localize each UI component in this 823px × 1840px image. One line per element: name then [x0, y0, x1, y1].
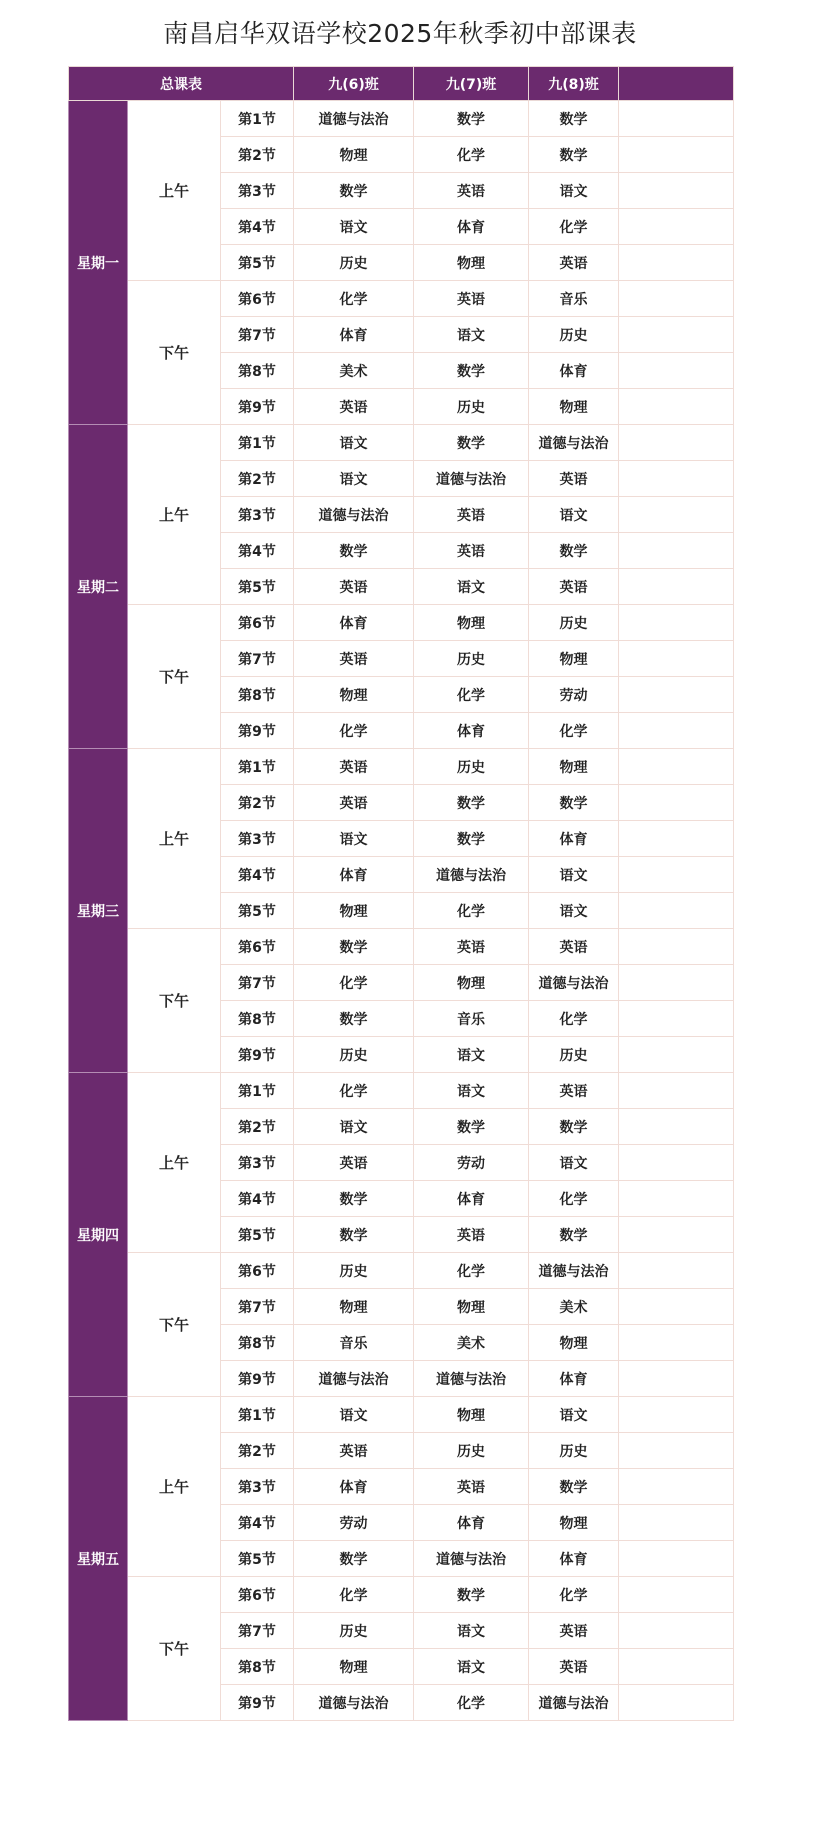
subject-cell: 语文: [294, 209, 414, 245]
period-label: 第8节: [221, 353, 294, 389]
subject-cell: [619, 1685, 734, 1721]
half-day-label: 下午: [128, 605, 221, 749]
subject-cell: 化学: [414, 137, 529, 173]
half-day-label: 上午: [128, 749, 221, 929]
subject-cell: 数学: [529, 137, 619, 173]
period-label: 第9节: [221, 389, 294, 425]
subject-cell: 美术: [529, 1289, 619, 1325]
half-day-label: 下午: [128, 929, 221, 1073]
subject-cell: 道德与法治: [529, 1685, 619, 1721]
subject-cell: 道德与法治: [414, 857, 529, 893]
subject-cell: 英语: [529, 461, 619, 497]
subject-cell: 英语: [294, 1433, 414, 1469]
subject-cell: 体育: [414, 713, 529, 749]
schedule-row: [69, 749, 734, 785]
subject-cell: [619, 569, 734, 605]
half-day-label: 上午: [128, 1397, 221, 1577]
subject-cell: 数学: [414, 821, 529, 857]
subject-cell: 道德与法治: [414, 1541, 529, 1577]
period-label: 第7节: [221, 641, 294, 677]
subject-cell: 物理: [294, 137, 414, 173]
subject-cell: 英语: [294, 1145, 414, 1181]
subject-cell: 语文: [294, 461, 414, 497]
subject-cell: [619, 1073, 734, 1109]
subject-cell: 历史: [529, 317, 619, 353]
subject-cell: 语文: [414, 1037, 529, 1073]
subject-cell: [619, 1001, 734, 1037]
subject-cell: 数学: [529, 1469, 619, 1505]
subject-cell: 英语: [414, 497, 529, 533]
half-day-label: 上午: [128, 1073, 221, 1253]
subject-cell: [619, 1505, 734, 1541]
subject-cell: [619, 605, 734, 641]
subject-cell: 劳动: [529, 677, 619, 713]
subject-cell: [619, 1541, 734, 1577]
subject-cell: 语文: [414, 1649, 529, 1685]
period-label: 第2节: [221, 1433, 294, 1469]
corner-header: 总课表: [69, 67, 294, 101]
period-label: 第4节: [221, 1505, 294, 1541]
subject-cell: 道德与法治: [294, 101, 414, 137]
subject-cell: 体育: [529, 1541, 619, 1577]
subject-cell: 语文: [529, 857, 619, 893]
subject-cell: 音乐: [529, 281, 619, 317]
subject-cell: [619, 1397, 734, 1433]
period-label: 第4节: [221, 857, 294, 893]
subject-cell: 语文: [414, 1613, 529, 1649]
period-label: 第6节: [221, 605, 294, 641]
subject-cell: [619, 1289, 734, 1325]
subject-cell: 数学: [294, 929, 414, 965]
schedule-row: [69, 101, 734, 137]
subject-cell: 道德与法治: [294, 497, 414, 533]
subject-cell: 语文: [294, 821, 414, 857]
schedule-row: [69, 929, 734, 965]
period-label: 第3节: [221, 821, 294, 857]
subject-cell: 数学: [414, 1577, 529, 1613]
subject-cell: 语文: [294, 1397, 414, 1433]
subject-cell: 英语: [294, 785, 414, 821]
subject-cell: 英语: [414, 929, 529, 965]
half-day-label: 上午: [128, 425, 221, 605]
subject-cell: [619, 857, 734, 893]
period-label: 第3节: [221, 1145, 294, 1181]
subject-cell: [619, 893, 734, 929]
schedule-row: [69, 1397, 734, 1433]
subject-cell: 英语: [529, 1073, 619, 1109]
day-label: 星期五: [69, 1397, 128, 1721]
subject-cell: 美术: [294, 353, 414, 389]
schedule-row: [69, 281, 734, 317]
subject-cell: 道德与法治: [414, 1361, 529, 1397]
subject-cell: 英语: [529, 245, 619, 281]
subject-cell: 英语: [294, 641, 414, 677]
subject-cell: 物理: [529, 389, 619, 425]
period-label: 第9节: [221, 713, 294, 749]
subject-cell: 化学: [529, 1577, 619, 1613]
subject-cell: 历史: [414, 749, 529, 785]
subject-cell: 数学: [529, 533, 619, 569]
timetable: [68, 66, 734, 1721]
period-label: 第8节: [221, 1001, 294, 1037]
class-header: 九(8)班: [529, 67, 619, 101]
subject-cell: 体育: [529, 1361, 619, 1397]
period-label: 第2节: [221, 1109, 294, 1145]
subject-cell: 历史: [529, 1433, 619, 1469]
subject-cell: 数学: [414, 353, 529, 389]
subject-cell: 英语: [294, 389, 414, 425]
subject-cell: 体育: [294, 857, 414, 893]
subject-cell: 化学: [294, 1073, 414, 1109]
subject-cell: 语文: [414, 1073, 529, 1109]
subject-cell: [619, 209, 734, 245]
period-label: 第6节: [221, 281, 294, 317]
subject-cell: 化学: [529, 209, 619, 245]
subject-cell: 英语: [529, 1613, 619, 1649]
subject-cell: 数学: [529, 101, 619, 137]
subject-cell: 语文: [294, 1109, 414, 1145]
period-label: 第2节: [221, 461, 294, 497]
half-day-label: 下午: [128, 281, 221, 425]
period-label: 第1节: [221, 749, 294, 785]
subject-cell: 物理: [414, 965, 529, 1001]
subject-cell: 体育: [414, 209, 529, 245]
subject-cell: 体育: [294, 1469, 414, 1505]
subject-cell: 数学: [414, 425, 529, 461]
subject-cell: 物理: [414, 1289, 529, 1325]
period-label: 第1节: [221, 1397, 294, 1433]
subject-cell: 美术: [414, 1325, 529, 1361]
subject-cell: 化学: [294, 965, 414, 1001]
subject-cell: 化学: [294, 713, 414, 749]
subject-cell: [619, 929, 734, 965]
subject-cell: 英语: [414, 1217, 529, 1253]
period-label: 第3节: [221, 1469, 294, 1505]
subject-cell: 语文: [529, 173, 619, 209]
subject-cell: [619, 137, 734, 173]
subject-cell: [619, 1649, 734, 1685]
subject-cell: 道德与法治: [529, 1253, 619, 1289]
subject-cell: 化学: [529, 1001, 619, 1037]
subject-cell: [619, 461, 734, 497]
period-label: 第2节: [221, 137, 294, 173]
subject-cell: 数学: [414, 101, 529, 137]
subject-cell: 数学: [294, 1001, 414, 1037]
subject-cell: 化学: [294, 1577, 414, 1613]
subject-cell: [619, 965, 734, 1001]
subject-cell: 体育: [414, 1505, 529, 1541]
subject-cell: 音乐: [414, 1001, 529, 1037]
subject-cell: 历史: [414, 389, 529, 425]
subject-cell: 语文: [414, 569, 529, 605]
subject-cell: 英语: [294, 749, 414, 785]
subject-cell: 物理: [294, 893, 414, 929]
subject-cell: 化学: [414, 677, 529, 713]
subject-cell: 历史: [529, 605, 619, 641]
page-title: 南昌启华双语学校2025年秋季初中部课表: [163, 19, 637, 48]
subject-cell: 历史: [414, 1433, 529, 1469]
subject-cell: 语文: [294, 425, 414, 461]
period-label: 第7节: [221, 317, 294, 353]
subject-cell: 物理: [414, 605, 529, 641]
period-label: 第5节: [221, 245, 294, 281]
class-header: [619, 67, 734, 101]
subject-cell: [619, 749, 734, 785]
period-label: 第6节: [221, 929, 294, 965]
subject-cell: [619, 1433, 734, 1469]
subject-cell: [619, 317, 734, 353]
subject-cell: [619, 533, 734, 569]
subject-cell: 数学: [414, 1109, 529, 1145]
subject-cell: 体育: [294, 317, 414, 353]
subject-cell: 数学: [529, 785, 619, 821]
subject-cell: 语文: [529, 1397, 619, 1433]
period-label: 第6节: [221, 1253, 294, 1289]
subject-cell: 数学: [529, 1217, 619, 1253]
subject-cell: [619, 1325, 734, 1361]
schedule-row: [69, 1073, 734, 1109]
period-label: 第7节: [221, 1289, 294, 1325]
class-header: 九(6)班: [294, 67, 414, 101]
subject-cell: 历史: [294, 1253, 414, 1289]
subject-cell: 物理: [529, 1505, 619, 1541]
subject-cell: 道德与法治: [529, 965, 619, 1001]
subject-cell: 语文: [529, 497, 619, 533]
schedule-row: [69, 605, 734, 641]
half-day-label: 下午: [128, 1577, 221, 1721]
subject-cell: 数学: [294, 1217, 414, 1253]
subject-cell: [619, 101, 734, 137]
subject-cell: 道德与法治: [294, 1685, 414, 1721]
subject-cell: 体育: [294, 605, 414, 641]
period-label: 第9节: [221, 1361, 294, 1397]
subject-cell: 数学: [294, 1181, 414, 1217]
subject-cell: 体育: [529, 353, 619, 389]
class-header: 九(7)班: [414, 67, 529, 101]
subject-cell: 数学: [294, 1541, 414, 1577]
subject-cell: 语文: [414, 317, 529, 353]
subject-cell: [619, 497, 734, 533]
half-day-label: 上午: [128, 101, 221, 281]
subject-cell: 物理: [529, 749, 619, 785]
subject-cell: 劳动: [294, 1505, 414, 1541]
subject-cell: 物理: [529, 641, 619, 677]
subject-cell: 化学: [529, 713, 619, 749]
day-label: 星期三: [69, 749, 128, 1073]
header-row: [69, 67, 734, 101]
subject-cell: 道德与法治: [529, 425, 619, 461]
period-label: 第1节: [221, 1073, 294, 1109]
period-label: 第8节: [221, 1325, 294, 1361]
subject-cell: 化学: [414, 893, 529, 929]
period-label: 第2节: [221, 785, 294, 821]
subject-cell: 英语: [529, 569, 619, 605]
schedule-row: [69, 1577, 734, 1613]
subject-cell: 历史: [294, 1613, 414, 1649]
subject-cell: [619, 353, 734, 389]
period-label: 第5节: [221, 1541, 294, 1577]
subject-cell: [619, 677, 734, 713]
subject-cell: [619, 1577, 734, 1613]
day-label: 星期二: [69, 425, 128, 749]
subject-cell: 物理: [294, 1289, 414, 1325]
half-day-label: 下午: [128, 1253, 221, 1397]
period-label: 第5节: [221, 893, 294, 929]
subject-cell: [619, 821, 734, 857]
subject-cell: [619, 281, 734, 317]
subject-cell: [619, 1181, 734, 1217]
subject-cell: 物理: [414, 245, 529, 281]
subject-cell: [619, 245, 734, 281]
period-label: 第1节: [221, 425, 294, 461]
subject-cell: 英语: [529, 929, 619, 965]
subject-cell: [619, 641, 734, 677]
period-label: 第4节: [221, 209, 294, 245]
period-label: 第4节: [221, 1181, 294, 1217]
subject-cell: [619, 425, 734, 461]
subject-cell: 英语: [414, 533, 529, 569]
subject-cell: [619, 1361, 734, 1397]
subject-cell: [619, 1145, 734, 1181]
period-label: 第8节: [221, 677, 294, 713]
period-label: 第5节: [221, 1217, 294, 1253]
subject-cell: 英语: [414, 1469, 529, 1505]
subject-cell: [619, 1613, 734, 1649]
subject-cell: 物理: [294, 1649, 414, 1685]
period-label: 第3节: [221, 173, 294, 209]
subject-cell: [619, 1037, 734, 1073]
subject-cell: 英语: [294, 569, 414, 605]
subject-cell: [619, 713, 734, 749]
subject-cell: [619, 173, 734, 209]
subject-cell: 历史: [294, 245, 414, 281]
subject-cell: 物理: [294, 677, 414, 713]
subject-cell: [619, 785, 734, 821]
day-label: 星期四: [69, 1073, 128, 1397]
period-label: 第4节: [221, 533, 294, 569]
subject-cell: 道德与法治: [414, 461, 529, 497]
period-label: 第3节: [221, 497, 294, 533]
subject-cell: 化学: [414, 1685, 529, 1721]
subject-cell: 劳动: [414, 1145, 529, 1181]
subject-cell: 化学: [414, 1253, 529, 1289]
subject-cell: 英语: [529, 1649, 619, 1685]
subject-cell: 历史: [414, 641, 529, 677]
subject-cell: 英语: [414, 281, 529, 317]
subject-cell: 数学: [294, 533, 414, 569]
subject-cell: 语文: [529, 893, 619, 929]
subject-cell: 化学: [529, 1181, 619, 1217]
day-label: 星期一: [69, 101, 128, 425]
subject-cell: 道德与法治: [294, 1361, 414, 1397]
period-label: 第6节: [221, 1577, 294, 1613]
period-label: 第1节: [221, 101, 294, 137]
subject-cell: 化学: [294, 281, 414, 317]
period-label: 第7节: [221, 1613, 294, 1649]
subject-cell: 英语: [414, 173, 529, 209]
subject-cell: 历史: [529, 1037, 619, 1073]
subject-cell: 体育: [414, 1181, 529, 1217]
subject-cell: 物理: [414, 1397, 529, 1433]
period-label: 第9节: [221, 1037, 294, 1073]
subject-cell: 数学: [529, 1109, 619, 1145]
subject-cell: 体育: [529, 821, 619, 857]
subject-cell: [619, 1469, 734, 1505]
schedule-row: [69, 1253, 734, 1289]
subject-cell: 历史: [294, 1037, 414, 1073]
subject-cell: 数学: [294, 173, 414, 209]
subject-cell: [619, 1217, 734, 1253]
period-label: 第7节: [221, 965, 294, 1001]
subject-cell: [619, 389, 734, 425]
subject-cell: 物理: [529, 1325, 619, 1361]
subject-cell: [619, 1109, 734, 1145]
period-label: 第5节: [221, 569, 294, 605]
subject-cell: 语文: [529, 1145, 619, 1181]
period-label: 第8节: [221, 1649, 294, 1685]
subject-cell: [619, 1253, 734, 1289]
schedule-row: [69, 425, 734, 461]
timetable-body: [69, 101, 734, 1721]
period-label: 第9节: [221, 1685, 294, 1721]
subject-cell: 音乐: [294, 1325, 414, 1361]
subject-cell: 数学: [414, 785, 529, 821]
